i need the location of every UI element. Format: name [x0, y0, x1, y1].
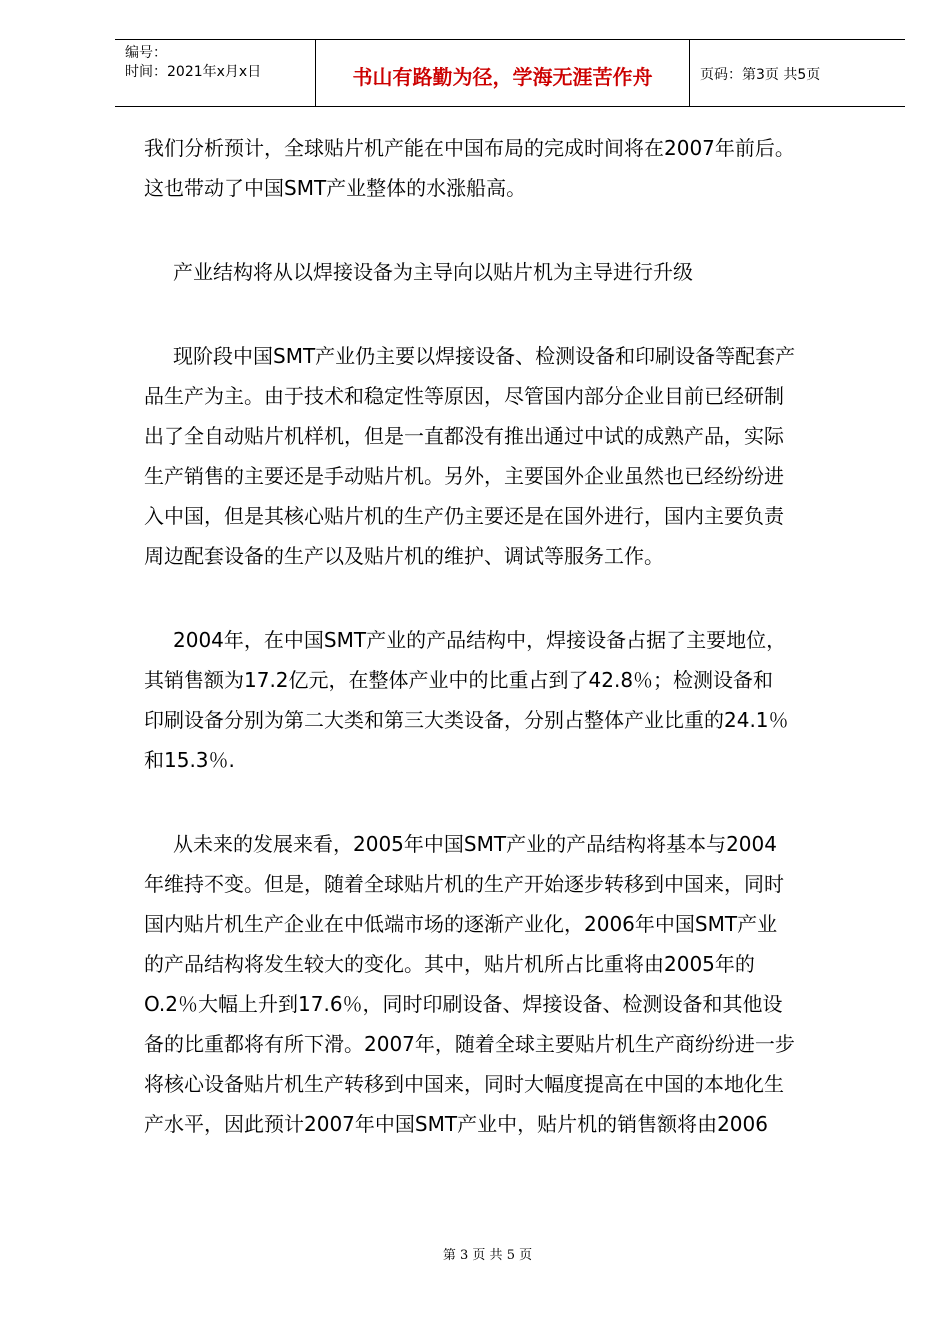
text-line: 现阶段中国SMT产业仍主要以焊接设备、检测设备和印刷设备等配套产: [173, 344, 796, 368]
header-page-info: 页码：第3页 共5页: [700, 67, 821, 83]
page-header: [115, 39, 905, 107]
text-line: 生产销售的主要还是手动贴片机。另外，主要国外企业虽然也已经纷纷进: [144, 464, 784, 488]
text-line: O.2％大幅上升到17.6％，同时印刷设备、焊接设备、检测设备和其他设: [144, 992, 783, 1016]
text-line: 2004年，在中国SMT产业的产品结构中，焊接设备占据了主要地位，: [173, 628, 787, 652]
paragraph: [144, 128, 884, 208]
paragraph: [144, 620, 884, 780]
text-line: 这也带动了中国SMT产业整体的水涨船高。: [144, 176, 527, 200]
date-label: 时间：2021年x月x日: [125, 64, 262, 80]
text-line: 印刷设备分别为第二大类和第三大类设备，分别占整体产业比重的24.1％: [144, 708, 789, 732]
text-line: 周边配套设备的生产以及贴片机的维护、调试等服务工作。: [144, 544, 664, 568]
text-line: 产水平，因此预计2007年中国SMT产业中，贴片机的销售额将由2006: [144, 1112, 768, 1136]
text-line: 产业结构将从以焊接设备为主导向以贴片机为主导进行升级: [173, 260, 693, 284]
header-motto: 书山有路勤为径，学海无涯苦作舟: [316, 40, 690, 106]
text-line: 年维持不变。但是，随着全球贴片机的生产开始逐步转移到中国来，同时: [144, 872, 784, 896]
number-label: 编号：: [125, 45, 167, 61]
text-line: 的产品结构将发生较大的变化。其中，贴片机所占比重将由2005年的: [144, 952, 755, 976]
header-meta: [115, 40, 316, 106]
document-body: [144, 128, 884, 1144]
text-line: 我们分析预计，全球贴片机产能在中国布局的完成时间将在2007年前后。: [144, 136, 795, 160]
page-footer: 第 3 页 共 5 页: [442, 1248, 533, 1263]
text-line: 国内贴片机生产企业在中低端市场的逐渐产业化，2006年中国SMT产业: [144, 912, 778, 936]
text-line: 备的比重都将有所下滑。2007年，随着全球主要贴片机生产商纷纷进一步: [144, 1032, 795, 1056]
text-line: 其销售额为17.2亿元，在整体产业中的比重占到了42.8％；检测设备和: [144, 668, 774, 692]
paragraph: [144, 824, 884, 1144]
paragraph: [144, 336, 884, 576]
text-line: 品生产为主。由于技术和稳定性等原因，尽管国内部分企业目前已经研制: [144, 384, 784, 408]
text-line: 和15.3％.: [144, 748, 235, 772]
text-line: 出了全自动贴片机样机，但是一直都没有推出通过中试的成熟产品，实际: [144, 424, 784, 448]
section-heading: [144, 252, 884, 292]
text-line: 从未来的发展来看，2005年中国SMT产业的产品结构将基本与2004: [173, 832, 777, 856]
text-line: 将核心设备贴片机生产转移到中国来，同时大幅度提高在中国的本地化生: [144, 1072, 784, 1096]
text-line: 入中国，但是其核心贴片机的生产仍主要还是在国外进行，国内主要负责: [144, 504, 784, 528]
